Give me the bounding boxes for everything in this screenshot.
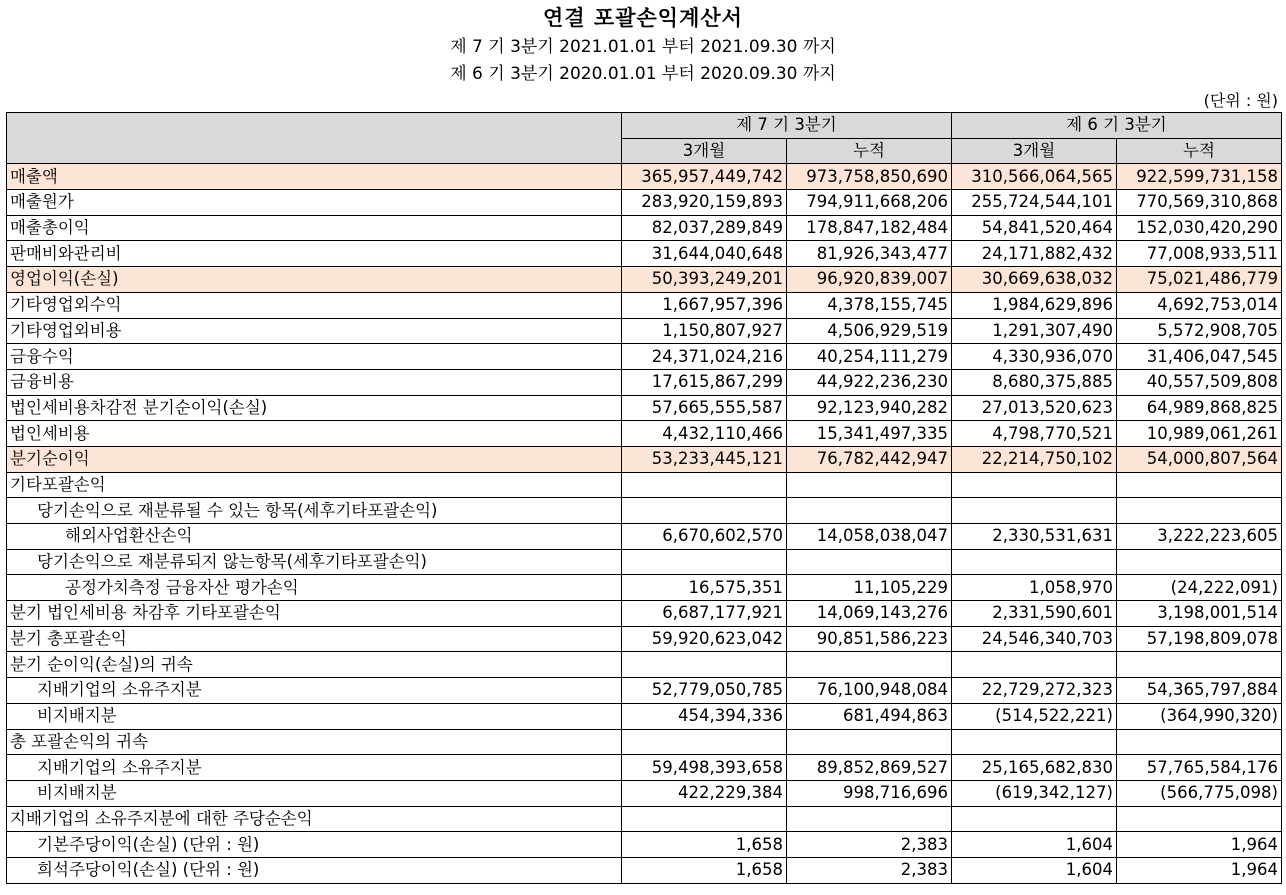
row-value [952,652,1117,678]
row-label: 분기 순이익(손실)의 귀속 [7,652,622,678]
row-label: 분기 총포괄손익 [7,626,622,652]
row-value: 1,984,629,896 [952,292,1117,318]
row-value: 922,599,731,158 [1117,164,1282,190]
period-current: 제 7 기 3분기 2021.01.01 부터 2021.09.30 까지 [450,37,836,57]
table-row [7,678,1282,704]
row-value: 1,667,957,396 [622,292,787,318]
row-value: 54,841,520,464 [952,215,1117,241]
row-value: 44,922,236,230 [787,369,952,395]
row-value: 3,198,001,514 [1117,601,1282,627]
row-value: (24,222,091) [1117,575,1282,601]
table-row [7,164,1282,190]
row-label: 당기손익으로 재분류되지 않는항목(세후기타포괄손익) [7,549,622,575]
row-value: 54,000,807,564 [1117,446,1282,472]
unit-note: (단위 : 원) [1203,91,1278,110]
row-value: 96,920,839,007 [787,267,952,293]
row-value: 4,432,110,466 [622,421,787,447]
header-cumulative-7: 누적 [787,138,952,164]
row-value [787,652,952,678]
row-value: 1,604 [952,857,1117,883]
row-value: 1,291,307,490 [952,318,1117,344]
row-label: 총 포괄손익의 귀속 [7,729,622,755]
table-row [7,267,1282,293]
row-value: 59,920,623,042 [622,626,787,652]
row-label: 매출원가 [7,190,622,216]
row-value: 54,365,797,884 [1117,678,1282,704]
row-label: 금융비용 [7,369,622,395]
row-value: 310,566,064,565 [952,164,1117,190]
table-row [7,755,1282,781]
row-value [622,549,787,575]
row-label: 기타영업외비용 [7,318,622,344]
row-value: 4,378,155,745 [787,292,952,318]
row-value [787,729,952,755]
row-value [1117,806,1282,832]
row-value [622,472,787,498]
row-label: 희석주당이익(손실) (단위 : 원) [7,857,622,883]
table-row [7,215,1282,241]
row-value [1117,498,1282,524]
row-value [622,498,787,524]
table-row [7,369,1282,395]
row-value: 4,506,929,519 [787,318,952,344]
row-value: 24,371,024,216 [622,344,787,370]
row-value: 2,330,531,631 [952,524,1117,550]
row-value: 4,330,936,070 [952,344,1117,370]
row-value: 422,229,384 [622,780,787,806]
row-value: 64,989,868,825 [1117,395,1282,421]
row-label: 기본주당이익(손실) (단위 : 원) [7,832,622,858]
table-row [7,703,1282,729]
table-row [7,549,1282,575]
table-row [7,601,1282,627]
row-value: 90,851,586,223 [787,626,952,652]
row-label: 매출총이익 [7,215,622,241]
table-row [7,498,1282,524]
row-value: 2,383 [787,857,952,883]
row-value: (566,775,098) [1117,780,1282,806]
table-row [7,575,1282,601]
row-value: 4,692,753,014 [1117,292,1282,318]
row-value: 6,670,602,570 [622,524,787,550]
row-value: 152,030,420,290 [1117,215,1282,241]
row-label: 해외사업환산손익 [7,524,622,550]
table-row [7,446,1282,472]
row-value: 22,214,750,102 [952,446,1117,472]
row-label: 비지배지분 [7,780,622,806]
row-value: 76,782,442,947 [787,446,952,472]
table-row [7,806,1282,832]
row-value: 50,393,249,201 [622,267,787,293]
row-value [787,806,952,832]
row-value: (514,522,221) [952,703,1117,729]
table-row [7,729,1282,755]
row-value: 40,254,111,279 [787,344,952,370]
row-value: 53,233,445,121 [622,446,787,472]
row-label: 법인세비용차감전 분기순이익(손실) [7,395,622,421]
header-3months-6: 3개월 [952,138,1117,164]
header-3months-7: 3개월 [622,138,787,164]
row-value: 25,165,682,830 [952,755,1117,781]
row-value: 24,171,882,432 [952,241,1117,267]
row-value: 82,037,289,849 [622,215,787,241]
row-value [787,549,952,575]
row-value: 22,729,272,323 [952,678,1117,704]
row-label: 매출액 [7,164,622,190]
row-value: 2,383 [787,832,952,858]
header-cumulative-6: 누적 [1117,138,1282,164]
row-value: 3,222,223,605 [1117,524,1282,550]
row-value: 81,926,343,477 [787,241,952,267]
table-row [7,652,1282,678]
row-value: 57,765,584,176 [1117,755,1282,781]
row-value: 27,013,520,623 [952,395,1117,421]
row-value: 283,920,159,893 [622,190,787,216]
row-value: 76,100,948,084 [787,678,952,704]
table-row [7,292,1282,318]
row-label: 판매비와관리비 [7,241,622,267]
row-value: 454,394,336 [622,703,787,729]
row-value: 24,546,340,703 [952,626,1117,652]
row-value: 794,911,668,206 [787,190,952,216]
table-row [7,626,1282,652]
row-value: 178,847,182,484 [787,215,952,241]
row-label: 분기 법인세비용 차감후 기타포괄손익 [7,601,622,627]
row-label: 당기손익으로 재분류될 수 있는 항목(세후기타포괄손익) [7,498,622,524]
row-label: 지배기업의 소유주지분 [7,755,622,781]
row-label: 기타포괄손익 [7,472,622,498]
row-label: 분기순이익 [7,446,622,472]
row-value: 255,724,544,101 [952,190,1117,216]
header-period-7: 제 7 기 3분기 [622,113,952,139]
row-value: 973,758,850,690 [787,164,952,190]
table-row [7,832,1282,858]
row-value: 11,105,229 [787,575,952,601]
header-row-periods [7,113,1282,139]
row-label: 영업이익(손실) [7,267,622,293]
row-value: 1,658 [622,857,787,883]
row-value: 1,964 [1117,832,1282,858]
row-label: 법인세비용 [7,421,622,447]
row-value [622,806,787,832]
row-value: 2,331,590,601 [952,601,1117,627]
row-value [622,729,787,755]
row-value [952,472,1117,498]
row-value: 75,021,486,779 [1117,267,1282,293]
table-row [7,780,1282,806]
row-value [787,498,952,524]
row-value [1117,549,1282,575]
row-value: 1,058,970 [952,575,1117,601]
row-value: 30,669,638,032 [952,267,1117,293]
row-value: 17,615,867,299 [622,369,787,395]
row-value: (364,990,320) [1117,703,1282,729]
header-period-6: 제 6 기 3분기 [952,113,1282,139]
row-value: 365,957,449,742 [622,164,787,190]
row-value [1117,652,1282,678]
table-row [7,857,1282,883]
period-prior: 제 6 기 3분기 2020.01.01 부터 2020.09.30 까지 [450,64,836,84]
row-value: 8,680,375,885 [952,369,1117,395]
row-value: 16,575,351 [622,575,787,601]
row-value: 1,150,807,927 [622,318,787,344]
row-value: 31,406,047,545 [1117,344,1282,370]
row-value [952,806,1117,832]
table-row [7,241,1282,267]
row-value: 1,604 [952,832,1117,858]
row-value: (619,342,127) [952,780,1117,806]
row-label: 기타영업외수익 [7,292,622,318]
row-value: 1,964 [1117,857,1282,883]
row-value: 59,498,393,658 [622,755,787,781]
row-value: 52,779,050,785 [622,678,787,704]
row-value: 10,989,061,261 [1117,421,1282,447]
row-label: 비지배지분 [7,703,622,729]
table-row [7,524,1282,550]
row-value: 57,665,555,587 [622,395,787,421]
table-row [7,190,1282,216]
row-value: 40,557,509,808 [1117,369,1282,395]
row-value: 89,852,869,527 [787,755,952,781]
statement-body [7,164,1282,883]
income-statement-table [6,112,1282,884]
table-row [7,318,1282,344]
row-value: 15,341,497,335 [787,421,952,447]
table-row [7,472,1282,498]
row-label: 지배기업의 소유주지분 [7,678,622,704]
row-value: 998,716,696 [787,780,952,806]
table-row [7,395,1282,421]
table-row [7,421,1282,447]
row-value [952,729,1117,755]
row-value: 92,123,940,282 [787,395,952,421]
row-value [1117,472,1282,498]
row-value: 6,687,177,921 [622,601,787,627]
row-value [952,549,1117,575]
row-value: 681,494,863 [787,703,952,729]
row-value: 57,198,809,078 [1117,626,1282,652]
row-value: 31,644,040,648 [622,241,787,267]
row-label: 금융수익 [7,344,622,370]
row-value [952,498,1117,524]
row-value: 14,069,143,276 [787,601,952,627]
row-value [787,472,952,498]
row-label: 지배기업의 소유주지분에 대한 주당순손익 [7,806,622,832]
statement-title: 연결 포괄손익계산서 [543,6,743,30]
row-value: 1,658 [622,832,787,858]
row-value [622,652,787,678]
row-value: 14,058,038,047 [787,524,952,550]
row-value: 77,008,933,511 [1117,241,1282,267]
row-value: 4,798,770,521 [952,421,1117,447]
header-account-cell [7,113,622,164]
row-label: 공정가치측정 금융자산 평가손익 [7,575,622,601]
row-value [1117,729,1282,755]
row-value: 770,569,310,868 [1117,190,1282,216]
row-value: 5,572,908,705 [1117,318,1282,344]
table-row [7,344,1282,370]
